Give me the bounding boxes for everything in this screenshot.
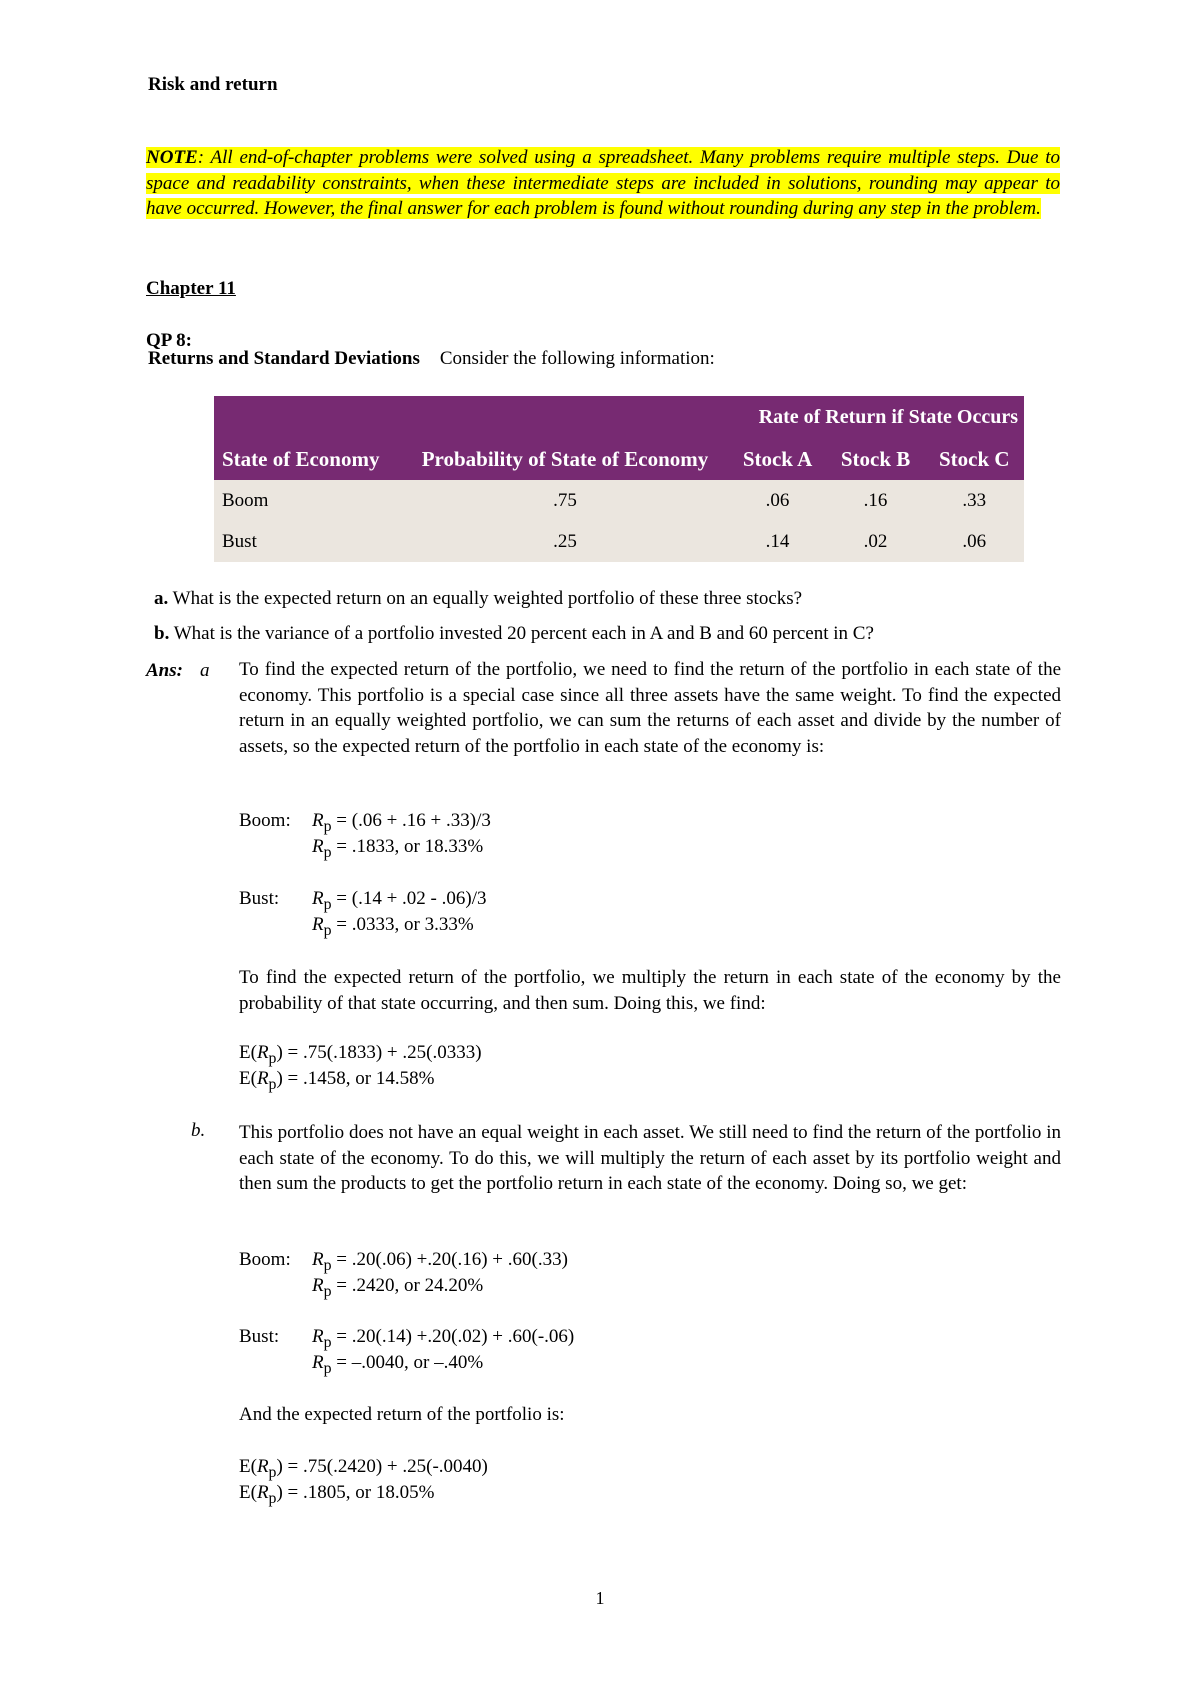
answer-a-bust-line-1 <box>239 888 279 910</box>
answer-b-label: b. <box>191 1120 206 1141</box>
answer-b-expected-return-1: $E(R_p) = .75(.2420) + .25(-.0040)$ <box>239 1456 488 1481</box>
answer-a-expected-return-1: $E(R_p) = .75(.1833) + .25(.0333)$ <box>239 1042 482 1067</box>
answer-b-boom-line-1 <box>239 1249 291 1271</box>
table-header-stock-c: Stock C <box>925 438 1024 480</box>
boom-label: Boom: <box>239 810 291 831</box>
bust-label: Bust: <box>239 888 280 909</box>
answer-b-boom-eq-1: $R_p = .20(.06) +.20(.16) + .60(.33)$ <box>312 1249 568 1274</box>
note-paragraph <box>146 145 1060 222</box>
table-header-stock-b: Stock B <box>827 438 925 480</box>
answer-b-bust-eq-2: $R_p = -.0040$, or –.40% <box>312 1352 484 1377</box>
answer-b-paragraph-2: And the expected return of the portfolio is: <box>239 1404 565 1425</box>
answer-b-bust-line-1 <box>239 1326 279 1348</box>
answer-a-bust-eq-2: $R_p = .0333$, or 3.33% <box>312 914 474 939</box>
boom-label: Boom: <box>239 1249 291 1270</box>
answer-b-bust-eq-1: $R_p = .20(.14) +.20(.02) + .60(-.06)$ <box>312 1326 575 1351</box>
chapter-heading: Chapter 11 <box>146 278 236 299</box>
answer-a-boom-line-1 <box>239 810 291 832</box>
answer-a-expected-return-2: $E(R_p) = .1458$, or 14.58% <box>239 1068 435 1093</box>
answer-b-boom-eq-2: $R_p = .2420$, or 24.20% <box>312 1275 484 1300</box>
table-cell: .14 <box>729 521 827 562</box>
bust-label: Bust: <box>239 1326 280 1347</box>
table-cell: Bust <box>214 521 401 562</box>
page-number: 1 <box>595 1588 605 1608</box>
table-group-header: Rate of Return if State Occurs <box>729 396 1024 438</box>
question-b-text: What is the variance of a portfolio invested 20 percent each in A and B and 60 percent in C? <box>173 623 874 644</box>
note-label: NOTE <box>146 147 198 168</box>
returns-table <box>214 396 1024 562</box>
question-b <box>154 623 874 645</box>
question-number: QP 8: <box>146 330 192 351</box>
question-a-label: a. <box>154 588 169 609</box>
answer-a-boom-eq-1: $R_p = (.06 + .16 + .33)/3$ <box>312 810 491 835</box>
table-header-probability: Probability of State of Economy <box>401 438 728 480</box>
table-cell: Boom <box>214 480 401 521</box>
table-row <box>214 480 1024 521</box>
question-a <box>154 588 802 610</box>
question-intro-text: Consider the following information: <box>439 348 715 369</box>
table-cell: .75 <box>401 480 728 521</box>
table-cell: .33 <box>925 480 1024 521</box>
question-a-text: What is the expected return on an equally weighted portfolio of these three stocks? <box>172 588 803 609</box>
table-header-state: State of Economy <box>214 438 401 480</box>
answer-a-paragraph-2: To find the expected return of the portfolio, we multiply the return in each state of the economy by the probability of that state occurring, and then sum. Doing this, we find: <box>239 967 1061 1014</box>
question-heading: Returns and Standard Deviations <box>148 348 420 369</box>
table-cell: .25 <box>401 521 728 562</box>
answer-label: Ans: <box>146 660 183 681</box>
answer-a-boom-eq-2: $R_p = .1833$, or 18.33% <box>312 836 484 861</box>
question-intro <box>148 348 715 370</box>
answer-a-bust-eq-1: $R_p = (.14 + .02 - .06)/3$ <box>312 888 487 913</box>
table-cell: .02 <box>827 521 925 562</box>
table-header-stock-a: Stock A <box>729 438 827 480</box>
answer-a-paragraph-1: To find the expected return of the portfolio, we need to find the return of the portfolio in each state of the economy. This portfolio is a special case since all three assets have the same weight. To find the expected return in an equally weighted portfolio, we can sum the returns of each asset and divide by the number of assets, so the expected return of the portfolio in each state of the economy is: <box>239 659 1061 757</box>
question-b-label: b. <box>154 623 170 644</box>
document-title: Risk and return <box>148 74 278 95</box>
note-text: : All end-of-chapter problems were solved using a spreadsheet. Many problems require multiple steps. Due to space and readability constraints, when these intermediate steps are included in solutions, rounding may appear to have occurred. However, the final answer for each problem is found without rounding during any step in the problem. <box>146 147 1060 219</box>
table-cell: .06 <box>729 480 827 521</box>
table-header-spacer <box>214 396 729 438</box>
table-cell: .06 <box>925 521 1024 562</box>
table-cell: .16 <box>827 480 925 521</box>
answer-b-expected-return-2: $E(R_p) = .1805$, or 18.05% <box>239 1482 435 1507</box>
answer-b-paragraph-1: This portfolio does not have an equal weight in each asset. We still need to find the return of the portfolio in each state of the economy. To do this, we will multiply the return of each asset by its portfolio weight and then sum the products to get the portfolio return in each state of the economy. Doing so, we get: <box>239 1122 1061 1194</box>
answer-a-label: a <box>200 660 210 681</box>
table-row <box>214 521 1024 562</box>
